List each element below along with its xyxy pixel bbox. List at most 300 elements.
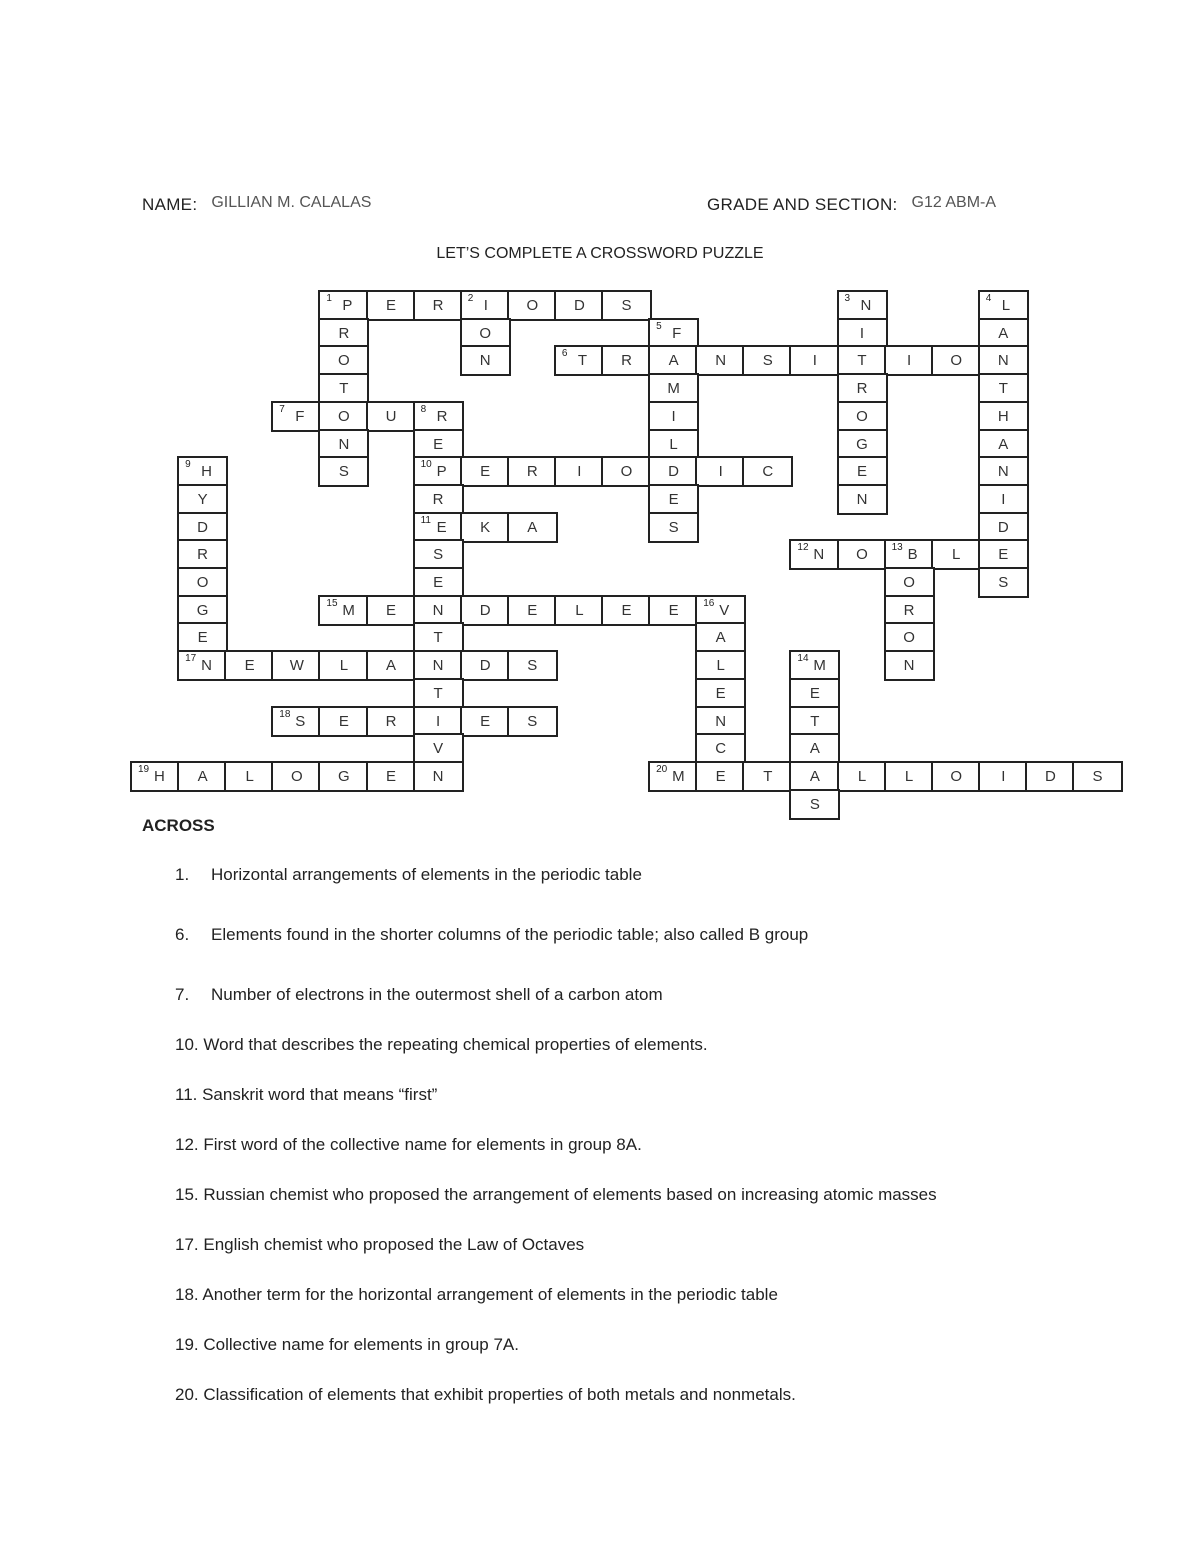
grid-cell[interactable] <box>554 456 605 487</box>
cell-letter: O <box>950 767 963 785</box>
grid-cell[interactable] <box>742 345 793 376</box>
grid-cell[interactable] <box>648 429 699 460</box>
across-clue <box>175 1185 937 1205</box>
across-clue-number: 18. <box>175 1285 199 1304</box>
cell-letter: A <box>809 767 820 785</box>
cell-letter: B <box>907 546 918 564</box>
across-clue-text: Word that describes the repeating chemical properties of elements. <box>198 1035 708 1054</box>
grid-cell[interactable] <box>507 595 558 626</box>
grid-cell[interactable] <box>978 539 1029 570</box>
grid-cell[interactable] <box>789 650 840 681</box>
cell-letter: S <box>527 712 538 730</box>
cell-letter: T <box>998 380 1008 398</box>
cell-letter: E <box>668 601 679 619</box>
grid-cell[interactable] <box>413 401 464 432</box>
across-clue-number: 12. <box>175 1135 199 1154</box>
grid-cell[interactable] <box>318 401 369 432</box>
cell-letter: A <box>527 518 538 536</box>
cell-letter: F <box>672 324 682 342</box>
cell-letter: A <box>197 767 208 785</box>
cell-letter: E <box>480 463 491 481</box>
grid-cell[interactable] <box>460 650 511 681</box>
cell-letter: E <box>433 574 444 591</box>
cell-letter: A <box>998 324 1009 342</box>
grid-cell[interactable] <box>789 706 840 737</box>
grid-cell[interactable] <box>413 733 464 764</box>
grid-cell[interactable] <box>648 456 699 487</box>
grid-cell[interactable] <box>460 595 511 626</box>
cell-letter: S <box>1092 767 1103 785</box>
cell-letter: O <box>338 352 350 370</box>
cell-letter: R <box>338 324 350 342</box>
name-label: NAME: <box>142 195 198 214</box>
cell-letter: S <box>621 297 632 314</box>
grid-cell[interactable] <box>695 761 746 792</box>
clue-number: 16 <box>703 597 715 609</box>
grid-cell[interactable] <box>130 761 181 792</box>
clue-number: 4 <box>985 293 992 304</box>
grid-cell[interactable] <box>366 290 417 321</box>
cell-letter: E <box>433 435 444 453</box>
clue-number: 12 <box>797 542 809 554</box>
cell-letter: S <box>295 712 306 730</box>
grid-cell[interactable] <box>601 595 652 626</box>
clue-number: 15 <box>326 597 338 609</box>
cell-letter: D <box>997 518 1009 536</box>
grid-cell[interactable] <box>978 761 1029 792</box>
cell-letter: L <box>1001 297 1011 314</box>
grid-cell[interactable] <box>789 761 840 792</box>
cell-letter: I <box>1001 490 1006 508</box>
cell-letter: O <box>338 407 350 425</box>
cell-letter: I <box>1001 767 1006 785</box>
grid-cell[interactable] <box>978 456 1029 487</box>
clue-number: 11 <box>420 514 431 526</box>
grid-cell[interactable] <box>837 761 888 792</box>
grid-cell[interactable] <box>554 290 605 321</box>
cell-letter: E <box>998 546 1009 564</box>
grid-cell[interactable] <box>601 290 652 321</box>
cell-letter: L <box>904 767 914 785</box>
cell-letter: A <box>715 629 726 647</box>
cell-letter: D <box>573 297 585 314</box>
grid-cell[interactable] <box>695 650 746 681</box>
grid-cell[interactable] <box>413 539 464 570</box>
grid-cell[interactable] <box>507 650 558 681</box>
grid-cell[interactable] <box>789 789 840 820</box>
grid-cell[interactable] <box>366 761 417 792</box>
grid-cell[interactable] <box>413 595 464 626</box>
grid-cell[interactable] <box>837 539 888 570</box>
cell-letter: N <box>201 657 212 675</box>
cell-letter: L <box>669 435 678 453</box>
grid-cell[interactable] <box>837 456 888 487</box>
cell-letter: M <box>813 657 826 675</box>
across-clue <box>175 925 808 945</box>
cell-letter: N <box>432 767 444 785</box>
across-clue-text: Number of electrons in the outermost shell of a carbon atom <box>211 985 663 1004</box>
grid-cell[interactable] <box>507 512 558 543</box>
grid-cell[interactable] <box>318 650 369 681</box>
grid-cell[interactable] <box>413 567 464 598</box>
grid-cell[interactable] <box>271 401 322 432</box>
cell-letter: M <box>667 380 680 398</box>
cell-letter: R <box>903 601 915 619</box>
cell-letter: O <box>856 407 868 425</box>
grid-cell[interactable] <box>507 456 558 487</box>
across-clue <box>175 1335 519 1355</box>
cell-letter: N <box>338 435 350 453</box>
grid-cell[interactable] <box>837 345 888 376</box>
cell-letter: C <box>715 740 727 758</box>
cell-letter: R <box>621 352 632 370</box>
clue-number: 18 <box>279 708 291 720</box>
name-value[interactable]: GILLIAN M. CALALAS <box>211 194 372 211</box>
cell-letter: L <box>339 657 349 675</box>
cell-letter: M <box>672 767 685 785</box>
cell-letter: L <box>857 767 867 785</box>
grid-cell[interactable] <box>648 318 699 349</box>
grid-cell[interactable] <box>413 650 464 681</box>
grid-cell[interactable] <box>978 290 1029 321</box>
grid-cell[interactable] <box>318 706 369 737</box>
cell-letter: R <box>436 407 448 425</box>
across-clue <box>175 1235 584 1255</box>
cell-letter: R <box>856 380 868 398</box>
cell-letter: E <box>436 518 447 536</box>
grid-cell[interactable] <box>978 567 1029 598</box>
cell-letter: N <box>856 490 868 508</box>
cell-letter: D <box>668 463 680 481</box>
grade-label: GRADE AND SECTION: <box>707 195 898 214</box>
grid-cell[interactable] <box>978 484 1029 515</box>
grid-cell[interactable] <box>177 761 228 792</box>
grid-cell[interactable] <box>1025 761 1076 792</box>
cell-letter: I <box>483 297 488 314</box>
grid-cell[interactable] <box>884 539 935 570</box>
cell-letter: R <box>432 490 444 508</box>
cell-letter: R <box>526 463 538 481</box>
cell-letter: L <box>716 657 725 675</box>
grid-cell[interactable] <box>695 622 746 653</box>
cell-letter: T <box>577 352 588 370</box>
grid-cell[interactable] <box>884 595 935 626</box>
grid-cell[interactable] <box>884 650 935 681</box>
cell-letter: K <box>480 518 491 536</box>
grid-cell[interactable] <box>460 345 511 376</box>
cell-letter: N <box>813 546 825 564</box>
cell-letter: T <box>763 767 773 785</box>
cell-letter: T <box>433 684 443 702</box>
cell-letter: N <box>903 657 915 675</box>
cell-letter: E <box>385 297 396 314</box>
grid-cell[interactable] <box>177 622 228 653</box>
grid-cell[interactable] <box>366 650 417 681</box>
grid-cell[interactable] <box>318 373 369 404</box>
cell-letter: E <box>197 629 208 647</box>
grid-cell[interactable] <box>695 345 746 376</box>
cell-letter: G <box>338 767 350 785</box>
grid-cell[interactable] <box>318 456 369 487</box>
grid-cell[interactable] <box>318 595 369 626</box>
grid-cell[interactable] <box>177 595 228 626</box>
cell-letter: O <box>620 463 633 481</box>
cell-letter: T <box>433 629 443 647</box>
cell-letter: G <box>196 601 209 619</box>
grid-cell[interactable] <box>789 345 840 376</box>
grid-cell[interactable] <box>601 456 652 487</box>
grid-cell[interactable] <box>978 345 1029 376</box>
cell-letter: N <box>432 657 444 675</box>
cell-letter: O <box>903 574 915 591</box>
grid-cell[interactable] <box>601 345 652 376</box>
cell-letter: O <box>290 767 303 785</box>
grid-cell[interactable] <box>413 706 464 737</box>
clue-number: 14 <box>797 653 809 665</box>
grid-cell[interactable] <box>554 595 605 626</box>
across-clue-number: 1. <box>175 865 190 884</box>
grid-cell[interactable] <box>648 484 699 515</box>
cell-letter: H <box>201 463 212 481</box>
grid-cell[interactable] <box>460 512 511 543</box>
grid-cell[interactable] <box>318 345 369 376</box>
cell-letter: O <box>950 352 963 370</box>
grid-cell[interactable] <box>837 484 888 515</box>
cell-letter: I <box>907 352 912 370</box>
across-clue-text: Classification of elements that exhibit properties of both metals and nonmetals. <box>198 1385 796 1404</box>
grid-cell[interactable] <box>413 456 464 487</box>
across-clue-number: 19. <box>175 1335 199 1354</box>
grid-cell[interactable] <box>931 761 982 792</box>
grid-cell[interactable] <box>177 512 228 543</box>
cell-letter: Y <box>197 490 208 508</box>
grade-value[interactable]: G12 ABM-A <box>911 194 997 211</box>
across-clue <box>175 1135 642 1155</box>
grid-cell[interactable] <box>507 290 558 321</box>
across-clue-number: 10. <box>175 1035 199 1054</box>
cell-letter: I <box>718 463 723 481</box>
grid-cell[interactable] <box>648 761 699 792</box>
grid-cell[interactable] <box>413 512 464 543</box>
page-title: LET’S COMPLETE A CROSSWORD PUZZLE <box>436 245 764 262</box>
clue-number: 19 <box>138 763 150 775</box>
grid-cell[interactable] <box>789 733 840 764</box>
cell-letter: I <box>577 463 582 481</box>
grid-cell[interactable] <box>224 761 275 792</box>
cell-letter: A <box>998 435 1009 453</box>
across-clue-text: Russian chemist who proposed the arrangement of elements based on increasing atomic masses <box>198 1185 937 1204</box>
across-clue-text: Elements found in the shorter columns of the periodic table; also called B group <box>211 925 809 944</box>
grid-cell[interactable] <box>837 290 888 321</box>
across-clue <box>175 1085 437 1105</box>
grid-cell[interactable] <box>695 456 746 487</box>
grid-cell[interactable] <box>648 373 699 404</box>
grid-cell[interactable] <box>177 539 228 570</box>
cell-letter: S <box>433 546 444 564</box>
across-clue <box>175 1285 778 1305</box>
grid-cell[interactable] <box>318 761 369 792</box>
across-clue-text: Collective name for elements in group 7A. <box>198 1335 519 1354</box>
grid-cell[interactable] <box>177 456 228 487</box>
across-clue-text: First word of the collective name for elements in group 8A. <box>198 1135 642 1154</box>
across-clue-number: 17. <box>175 1235 199 1254</box>
cell-letter: T <box>810 712 820 730</box>
grid-cell[interactable] <box>695 706 746 737</box>
cell-letter: V <box>719 601 730 619</box>
cell-letter: N <box>997 352 1009 370</box>
grid-cell[interactable] <box>460 456 511 487</box>
grid-cell[interactable] <box>271 706 322 737</box>
cell-letter: N <box>997 463 1009 481</box>
across-clue-number: 20. <box>175 1385 199 1404</box>
cell-letter: A <box>385 657 396 675</box>
cell-letter: P <box>436 463 447 481</box>
clue-number: 6 <box>561 348 568 360</box>
grid-cell[interactable] <box>177 484 228 515</box>
grid-cell[interactable] <box>742 456 793 487</box>
cell-letter: F <box>295 407 305 425</box>
cell-letter: E <box>809 684 820 702</box>
across-heading: ACROSS <box>142 816 215 835</box>
grid-cell[interactable] <box>648 401 699 432</box>
grid-cell[interactable] <box>460 706 511 737</box>
grid-cell[interactable] <box>931 345 982 376</box>
grid-cell[interactable] <box>978 429 1029 460</box>
cell-letter: E <box>621 601 632 619</box>
cell-letter: O <box>856 546 868 564</box>
across-clue <box>175 985 663 1005</box>
cell-letter: A <box>668 352 679 370</box>
grid-cell[interactable] <box>695 733 746 764</box>
grid-cell[interactable] <box>837 401 888 432</box>
across-clue-number: 15. <box>175 1185 199 1204</box>
across-clue-text: Sanskrit word that means “first” <box>197 1085 438 1104</box>
cell-letter: G <box>856 435 868 453</box>
grid-cell[interactable] <box>695 595 746 626</box>
grid-cell[interactable] <box>366 706 417 737</box>
grid-cell[interactable] <box>413 761 464 792</box>
grid-cell[interactable] <box>177 650 228 681</box>
cell-letter: I <box>436 712 441 730</box>
grid-cell[interactable] <box>460 318 511 349</box>
grid-cell[interactable] <box>742 761 793 792</box>
grid-cell[interactable] <box>318 290 369 321</box>
grid-cell[interactable] <box>366 401 417 432</box>
grid-cell[interactable] <box>413 290 464 321</box>
cell-letter: I <box>812 352 817 370</box>
grid-cell[interactable] <box>413 622 464 653</box>
cell-letter: E <box>527 601 538 619</box>
clue-number: 9 <box>185 459 191 471</box>
clue-number: 20 <box>656 763 668 775</box>
cell-letter: R <box>197 546 209 564</box>
grid-cell[interactable] <box>648 595 699 626</box>
grid-cell[interactable] <box>224 650 275 681</box>
cell-letter: T <box>857 352 867 370</box>
cell-letter: E <box>715 684 726 702</box>
grid-cell[interactable] <box>978 318 1029 349</box>
clue-number: 17 <box>185 653 197 665</box>
grid-cell[interactable] <box>931 539 982 570</box>
clue-number: 5 <box>656 320 662 332</box>
cell-letter: T <box>339 380 349 398</box>
grid-cell[interactable] <box>413 429 464 460</box>
cell-letter: N <box>860 297 872 314</box>
across-clue-number: 7. <box>175 985 190 1004</box>
grid-cell[interactable] <box>884 345 935 376</box>
grid-cell[interactable] <box>1072 761 1123 792</box>
grid-cell[interactable] <box>978 373 1029 404</box>
cell-letter: S <box>668 518 679 536</box>
grid-cell[interactable] <box>978 512 1029 543</box>
cell-letter: S <box>762 352 773 370</box>
grid-cell[interactable] <box>884 567 935 598</box>
grid-cell[interactable] <box>271 650 322 681</box>
cell-letter: I <box>859 324 865 342</box>
clue-number: 3 <box>844 293 851 304</box>
grid-cell[interactable] <box>554 345 605 376</box>
grid-cell[interactable] <box>789 539 840 570</box>
cell-letter: E <box>244 657 255 675</box>
cell-letter: E <box>338 712 349 730</box>
cell-letter: N <box>432 601 444 619</box>
across-clue <box>175 865 642 885</box>
grid-cell[interactable] <box>837 318 888 349</box>
clue-number: 10 <box>420 459 432 471</box>
across-clue <box>175 1035 708 1055</box>
cell-letter: S <box>338 463 349 481</box>
across-clue-number: 6. <box>175 925 190 944</box>
cell-letter: E <box>385 601 396 619</box>
grid-cell[interactable] <box>837 429 888 460</box>
cell-letter: E <box>856 463 867 481</box>
grid-cell[interactable] <box>271 761 322 792</box>
cell-letter: W <box>289 657 304 675</box>
grid-cell[interactable] <box>318 429 369 460</box>
grid-cell[interactable] <box>177 567 228 598</box>
grid-cell[interactable] <box>978 401 1029 432</box>
cell-letter: O <box>196 574 209 591</box>
grid-cell[interactable] <box>413 678 464 709</box>
cell-letter: H <box>154 767 165 785</box>
grid-cell[interactable] <box>884 761 935 792</box>
cell-letter: I <box>671 407 676 425</box>
grid-cell[interactable] <box>318 318 369 349</box>
cell-letter: O <box>526 297 539 314</box>
cell-letter: O <box>479 324 492 342</box>
cell-letter: L <box>245 767 254 785</box>
grid-cell[interactable] <box>507 706 558 737</box>
cell-letter: C <box>762 463 774 481</box>
cell-letter: E <box>480 712 491 730</box>
cell-letter: N <box>479 352 491 370</box>
across-clue-text: English chemist who proposed the Law of Octaves <box>198 1235 585 1254</box>
cell-letter: L <box>575 601 584 619</box>
grid-cell[interactable] <box>695 678 746 709</box>
grid-cell[interactable] <box>413 484 464 515</box>
grid-cell[interactable] <box>648 345 699 376</box>
cell-letter: V <box>433 740 444 758</box>
cell-letter: E <box>715 767 726 785</box>
clue-number: 1 <box>326 293 332 304</box>
grid-cell[interactable] <box>366 595 417 626</box>
grid-cell[interactable] <box>648 512 699 543</box>
grid-cell[interactable] <box>789 678 840 709</box>
grid-cell[interactable] <box>884 622 935 653</box>
grid-cell[interactable] <box>837 373 888 404</box>
cell-letter: U <box>385 407 397 425</box>
grid-cell[interactable] <box>460 290 511 321</box>
